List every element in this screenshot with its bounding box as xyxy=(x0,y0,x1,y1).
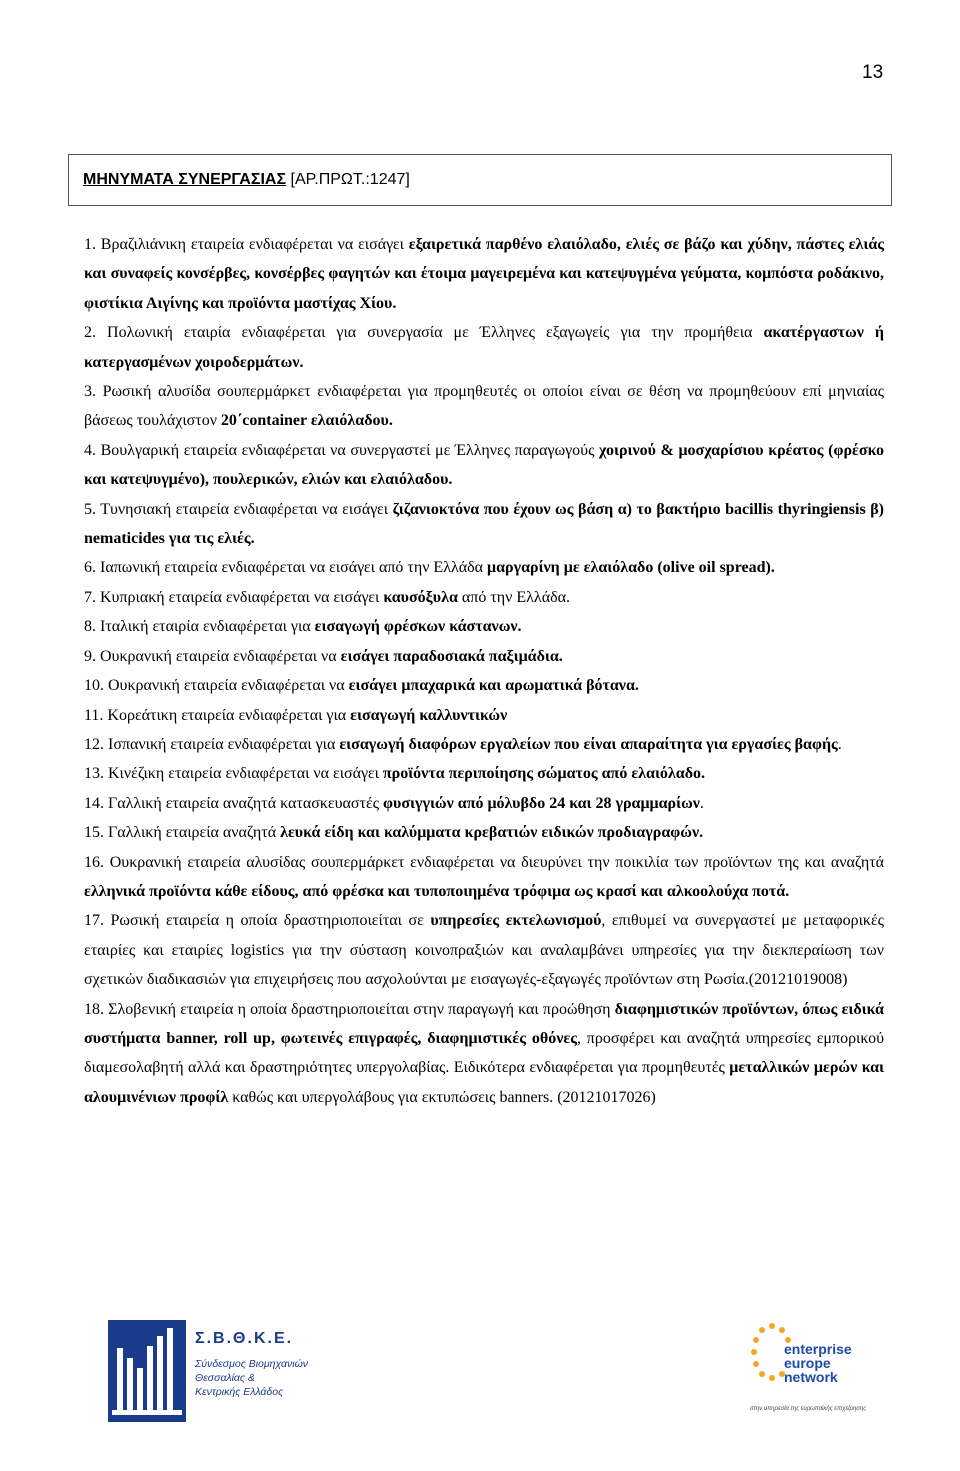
item-bold-text: υπηρεσίες εκτελωνισμού xyxy=(430,912,602,930)
item-bold-text: μεταλλικών μερών και αλουμινένιων προφίλ xyxy=(84,1059,885,1106)
message-item xyxy=(84,789,884,818)
een-word-europe: europe xyxy=(784,1355,831,1371)
document-title: ΜΗΝΥΜΑΤΑ ΣΥΝΕΡΓΑΣΙΑΣ xyxy=(83,171,287,188)
item-bold-text: φυσιγγιών από μόλυβδο 24 και 28 γραμμαρίων xyxy=(383,794,700,812)
message-item xyxy=(84,848,884,907)
item-bold-text: λευκά είδη και καλύμματα κρεβατιών ειδικών προδιαγραφών. xyxy=(280,824,704,842)
item-text: 17. Ρωσική εταιρεία η οποία δραστηριοποιείται σε xyxy=(84,912,431,930)
message-item xyxy=(84,759,884,788)
een-word-network: network xyxy=(784,1369,838,1385)
sbvke-title: Σ.Β.Θ.Κ.Ε. xyxy=(195,1330,294,1347)
item-bold-text: 20΄container ελαιόλαδου. xyxy=(220,412,393,430)
item-text: 2. Πολωνική εταιρία ενδιαφέρεται για συνεργασία με Έλληνες εξαγωγείς για την προμήθεια xyxy=(84,324,764,342)
item-text: 14. Γαλλική εταιρεία αναζητά κατασκευαστές xyxy=(84,794,384,812)
item-text: 8. Ιταλική εταιρία ενδιαφέρεται για xyxy=(84,618,315,636)
document-title-box xyxy=(68,154,892,206)
item-bold-text: εισαγωγή φρέσκων κάστανων. xyxy=(314,618,522,636)
sbvke-line-1: Σύνδεσμος Βιομηχανιών xyxy=(195,1358,309,1370)
message-item xyxy=(84,730,884,759)
item-text: , προσφέρει και αναζητά υπηρεσίες εμπορικού διαμεσολαβητή αλλά και δραστηριότητες υπεργολαβίας. Ειδικότερα ενδιαφέρεται για προμηθευτές xyxy=(84,1029,884,1077)
item-bold-text: ακατέργαστων ή κατεργασμένων χοιροδερμάτων. xyxy=(84,324,884,371)
item-bold-text: εισάγει παραδοσιακά παξιμάδια. xyxy=(340,647,563,665)
item-text: 4. Βουλγαρική εταιρεία ενδιαφέρεται να συνεργαστεί με Έλληνες παραγωγούς xyxy=(84,441,600,459)
item-bold-text: μαργαρίνη με ελαιόλαδο (olive oil spread). xyxy=(487,559,775,577)
item-text: 5. Τυνησιακή εταιρεία ενδιαφέρεται να εισάγει xyxy=(84,500,393,518)
message-item xyxy=(84,701,884,730)
item-text: 12. Ισπανική εταιρεία ενδιαφέρεται για xyxy=(84,735,340,753)
message-item xyxy=(84,906,884,994)
item-text: καθώς και υπεργολάβους για εκτυπώσεις banners. (20121017026) xyxy=(228,1088,656,1106)
item-bold-text: ζιζανιοκτόνα που έχουν ως βάση α) το βακτήριο bacillis thyringiensis β) nematicides για τις ελιές. xyxy=(84,500,884,548)
item-text: 15. Γαλλική εταιρεία αναζητά xyxy=(84,824,281,842)
item-text: 16. Ουκρανική εταιρεία αλυσίδας σουπερμάρκετ ενδιαφέρεται να διευρύνει την ποικιλία των προϊόντων της και αναζητά xyxy=(84,853,884,871)
item-text: 18. Σλοβενική εταιρεία η οποία δραστηριοποιείται στην παραγωγή και προώθηση xyxy=(84,1000,615,1018)
protocol-number: [ΑΡ.ΠΡΩΤ.:1247] xyxy=(286,171,410,188)
message-item xyxy=(84,377,884,436)
message-item xyxy=(84,612,884,641)
item-text: 3. Ρωσική αλυσίδα σουπερμάρκετ ενδιαφέρεται για προμηθευτές οι οποίοι είναι σε θέση να προμηθεύουν επί μηνιαίας βάσεως τουλάχιστον xyxy=(84,383,884,430)
message-item xyxy=(84,818,884,847)
item-text: από την Ελλάδα. xyxy=(457,588,570,606)
message-item xyxy=(84,583,884,612)
item-bold-text: προϊόντα περιποίησης σώματος από ελαιόλαδο. xyxy=(382,765,705,783)
item-text: , επιθυμεί να συνεργαστεί με μεταφορικές εταιρίες και εταιρίες logistics για την σύσταση κοινοπραξιών και αναλαμβάνει υπηρεσίες για την διεκπεραίωση των σχετικών διαδικασιών για επιχειρήσεις που ασχολούνται με εισαγωγές-εξαγωγές προϊόντων στη Ρωσία.(20121019008) xyxy=(84,912,884,989)
message-item xyxy=(84,642,884,671)
item-text: . xyxy=(837,735,842,753)
item-bold-text: ελληνικά προϊόντα κάθε είδους, από φρέσκα και τυποποιημένα τρόφιμα ως κρασί και αλκοολούχα ποτά. xyxy=(84,882,790,900)
sbvke-line-3: Κεντρικής Ελλάδος xyxy=(195,1386,284,1398)
item-text: 10. Ουκρανική εταιρεία ενδιαφέρεται να xyxy=(84,677,349,695)
item-bold-text: χοιρινού & μοσχαρίσιου κρέατος (φρέσκο και κατεψυγμένο), πουλερικών, ελιών και ελαιόλαδου. xyxy=(84,441,884,489)
item-text: 13. Κινέζικη εταιρεία ενδιαφέρεται να εισάγει xyxy=(84,765,383,783)
item-bold-text: διαφημιστικών προϊόντων, όπως ειδικά συστήματα banner, roll up, φωτεινές επιγραφές, διαφημιστικές οθόνες xyxy=(84,1000,884,1047)
sbvke-logo xyxy=(108,1316,348,1426)
sbvke-line-2: Θεσσαλίας & xyxy=(195,1372,255,1384)
item-text: 6. Ιαπωνική εταιρεία ενδιαφέρεται να εισάγει από την Ελλάδα xyxy=(84,559,488,577)
een-tagline: στην υπηρεσία της ευρωπαϊκής επιχείρησης xyxy=(750,1406,867,1412)
message-item xyxy=(84,995,884,1113)
item-text: 9. Ουκρανική εταιρεία ενδιαφέρεται να xyxy=(84,647,341,665)
message-item xyxy=(84,436,884,495)
item-bold-text: εισάγει μπαχαρικά και αρωματικά βότανα. xyxy=(348,677,639,695)
message-item xyxy=(84,553,884,582)
item-text: 11. Κορεάτικη εταιρεία ενδιαφέρεται για xyxy=(84,706,351,724)
page-number: 13 xyxy=(862,62,884,83)
item-bold-text: εισαγωγή καλλυντικών xyxy=(350,706,508,724)
message-item xyxy=(84,230,884,318)
item-text: . xyxy=(699,794,704,812)
item-bold-text: εισαγωγή διαφόρων εργαλείων που είναι απαραίτητα για εργασίες βαφής xyxy=(339,735,838,753)
enterprise-europe-network-logo xyxy=(742,1318,892,1418)
item-text: 1. Βραζιλιάνικη εταιρεία ενδιαφέρεται να εισάγει xyxy=(84,236,409,253)
message-item xyxy=(84,318,884,377)
message-item xyxy=(84,671,884,700)
item-bold-text: καυσόξυλα xyxy=(383,588,458,606)
message-item xyxy=(84,495,884,554)
cooperation-messages-list xyxy=(84,230,884,1112)
item-bold-text: εξαιρετικά παρθένο ελαιόλαδο, ελιές σε βάζο και χύδην, πάστες ελιάς και συναφείς κονσέρβες, κονσέρβες φαγητών και έτοιμα μαγειρεμένα και κατεψυγμένα γεύματα, κομπόστα ροδάκινο, φιστίκια Αιγίνης και προϊόντα μαστίχας Χίου. xyxy=(84,236,885,312)
item-text: 7. Κυπριακή εταιρεία ενδιαφέρεται να εισάγει xyxy=(84,588,384,606)
factory-chimney-icon xyxy=(108,1316,188,1426)
een-word-enterprise: enterprise xyxy=(784,1341,852,1357)
